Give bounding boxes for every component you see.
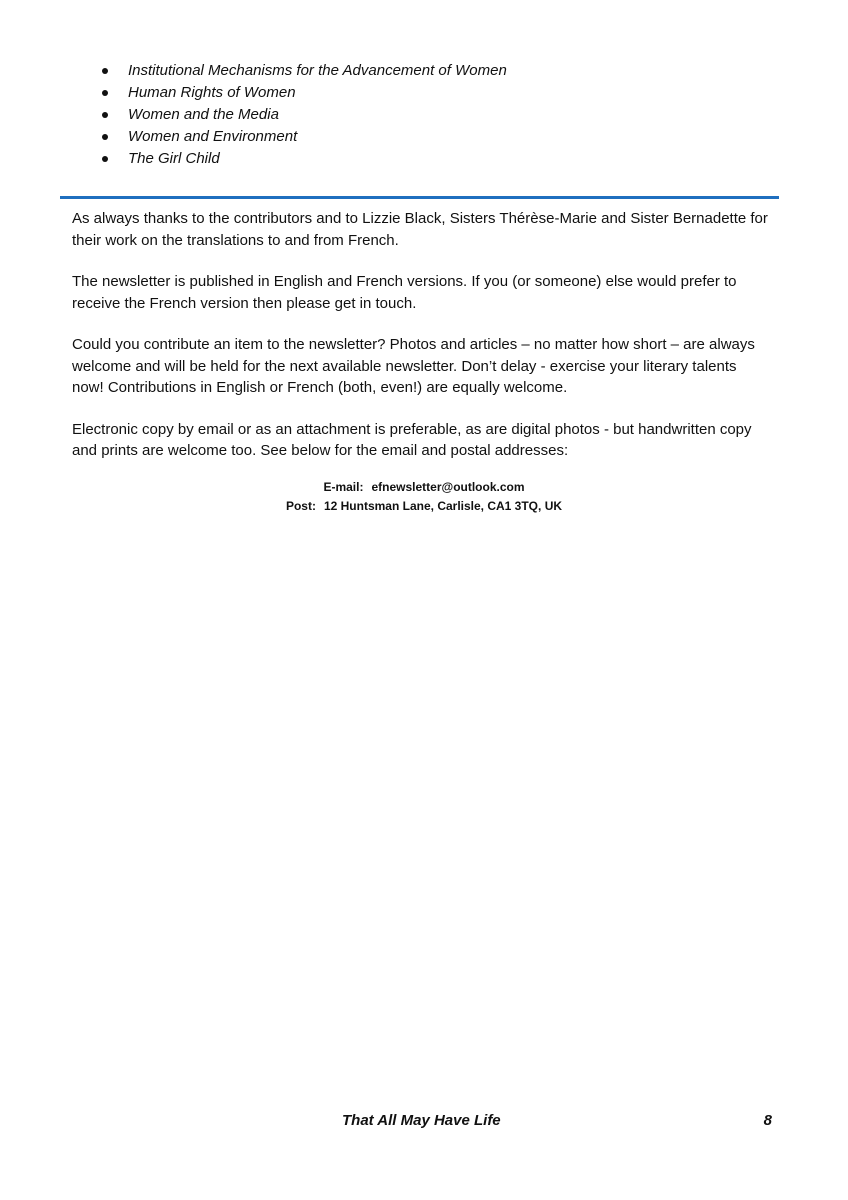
list-item-text: Women and the Media — [128, 106, 279, 123]
list-item-text: Institutional Mechanisms for the Advancement of Women — [128, 62, 507, 79]
list-item — [98, 148, 738, 170]
bullet-icon — [102, 156, 108, 162]
list-item-text: Women and Environment — [128, 128, 298, 145]
list-item — [98, 82, 738, 104]
thanks-paragraph: As always thanks to the contributors and to Lizzie Black, Sisters Thérèse-Marie and Sister Bernadette for their work on the translations to and from French. — [72, 210, 768, 249]
topic-bullet-list — [98, 60, 738, 170]
email-line — [0, 478, 848, 497]
versions-paragraph: The newsletter is published in English and French versions. If you (or someone) else would prefer to receive the French version then please get in touch. — [72, 273, 737, 312]
bullet-icon — [102, 68, 108, 74]
bullet-icon — [102, 112, 108, 118]
list-item-text: Human Rights of Women — [128, 84, 296, 101]
submission-paragraph: Electronic copy by email or as an attachment is preferable, as are digital photos - but handwritten copy and prints are welcome too. See below for the email and postal addresses: — [72, 420, 752, 459]
bullet-icon — [102, 90, 108, 96]
newsletter-notes — [72, 208, 772, 482]
email-label: E-mail: — [323, 480, 364, 494]
footer-title: That All May Have Life — [342, 1112, 501, 1129]
contact-block — [0, 478, 848, 516]
list-item — [98, 60, 738, 82]
bullet-icon — [102, 134, 108, 140]
list-item — [98, 126, 738, 148]
page-number: 8 — [763, 1112, 772, 1129]
post-line — [0, 497, 848, 516]
contribute-paragraph: Could you contribute an item to the newsletter? Photos and articles – no matter how short – are always welcome and will be held for the next available newsletter. Don’t delay - exercise your literary talents now! Contributions in English or French (both, even!) are equally welcome. — [72, 336, 755, 396]
page-footer — [72, 1112, 772, 1134]
list-item-text: The Girl Child — [128, 150, 220, 167]
post-label: Post: — [285, 499, 316, 513]
list-item — [98, 104, 738, 126]
email-address[interactable]: efnewsletter@outlook.com — [371, 480, 525, 494]
postal-address: 12 Huntsman Lane, Carlisle, CA1 3TQ, UK — [323, 499, 563, 513]
section-divider — [60, 196, 779, 199]
